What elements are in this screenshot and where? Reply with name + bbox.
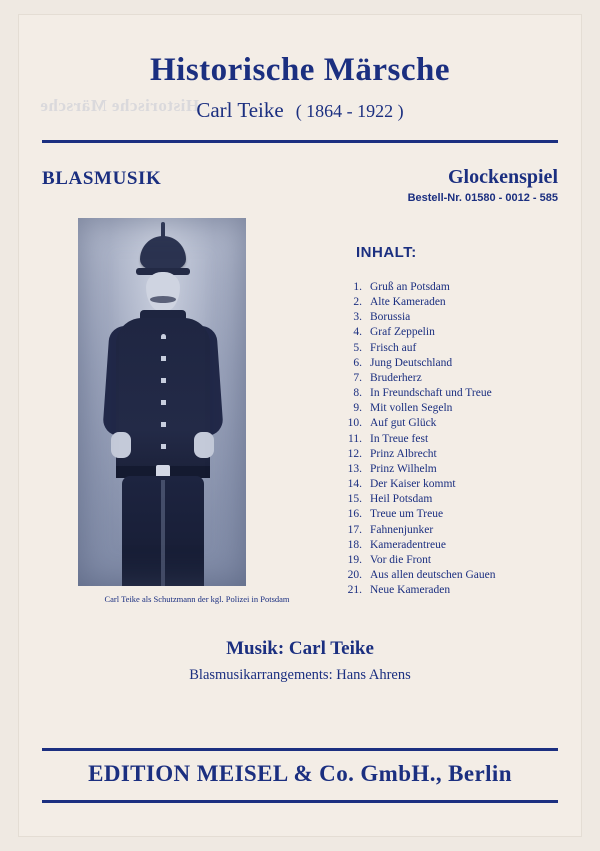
item-title: Bruderherz: [370, 371, 422, 384]
list-item: [336, 462, 566, 477]
ensemble-label: BLASMUSIK: [42, 168, 162, 189]
item-title: Vor die Front: [370, 553, 432, 566]
item-number: 2.: [353, 296, 362, 309]
item-title: Jung Deutschland: [370, 356, 453, 369]
divider-bottom-lower: [42, 800, 558, 803]
item-number: 1.: [353, 281, 362, 293]
item-title: Gruß an Potsdam: [370, 281, 450, 293]
item-number: 16.: [347, 508, 362, 521]
list-item: [336, 416, 566, 431]
list-item: [336, 295, 566, 310]
publisher-name: EDITION MEISEL & Co. GmbH., Berlin: [88, 761, 512, 786]
list-item: [336, 280, 566, 295]
list-item: [336, 356, 566, 371]
portrait-photo: [78, 218, 246, 586]
item-number: 17.: [347, 523, 362, 536]
item-number: 6.: [353, 356, 362, 369]
item-title: Der Kaiser kommt: [370, 478, 456, 491]
list-item: [336, 568, 566, 583]
item-number: 19.: [347, 553, 362, 566]
list-item: [336, 538, 566, 553]
item-title: Aus allen deutschen Gauen: [370, 568, 496, 581]
item-title: Borussia: [370, 311, 411, 324]
list-item: [336, 507, 566, 522]
item-number: 20.: [347, 568, 362, 581]
item-title: Graf Zeppelin: [370, 326, 435, 339]
item-number: 18.: [347, 538, 362, 551]
item-number: 4.: [353, 326, 362, 339]
item-number: 21.: [347, 584, 362, 597]
item-title: Auf gut Glück: [370, 417, 437, 430]
item-number: 14.: [347, 478, 362, 491]
page-title: Historische Märsche: [149, 52, 450, 88]
music-credit: Musik: Carl Teike: [226, 638, 374, 659]
item-title: Neue Kameraden: [370, 584, 451, 597]
divider-bottom-upper: [42, 748, 558, 751]
list-item: [336, 523, 566, 538]
list-item: [336, 371, 566, 386]
contents-heading: INHALT:: [356, 244, 417, 261]
list-item: [336, 583, 566, 598]
item-number: 3.: [353, 311, 362, 324]
item-number: 9.: [353, 402, 362, 415]
item-title: In Freundschaft und Treue: [370, 387, 492, 400]
list-item: [336, 553, 566, 568]
list-item: [336, 447, 566, 462]
item-title: Treue um Treue: [370, 508, 444, 521]
arrangement-credit: Blasmusikarrangements: Hans Ahrens: [189, 667, 411, 683]
item-number: 5.: [353, 341, 362, 354]
item-number: 11.: [348, 432, 362, 445]
item-title: Alte Kameraden: [370, 296, 446, 309]
list-item: [336, 341, 566, 356]
item-title: Mit vollen Segeln: [370, 402, 453, 415]
list-item: [336, 401, 566, 416]
list-item: [336, 432, 566, 447]
composer-line: [0, 98, 600, 123]
order-number: Bestell-Nr. 01580 - 0012 - 585: [407, 192, 558, 204]
item-number: 10.: [347, 417, 362, 430]
item-title: Heil Potsdam: [370, 493, 433, 506]
item-number: 8.: [353, 387, 362, 400]
item-title: Prinz Albrecht: [370, 447, 437, 460]
item-number: 12.: [347, 447, 362, 460]
item-title: Prinz Wilhelm: [370, 462, 437, 475]
item-number: 7.: [353, 371, 362, 384]
portrait-photo-block: [78, 218, 290, 604]
photo-vignette: [78, 218, 246, 586]
list-item: [336, 310, 566, 325]
composer-name: Carl Teike: [196, 98, 284, 122]
item-title: Kameradentreue: [370, 538, 446, 551]
list-item: [336, 325, 566, 340]
item-title: Frisch auf: [370, 341, 417, 354]
list-item: [336, 492, 566, 507]
item-title: In Treue fest: [370, 432, 429, 445]
photo-caption: Carl Teike als Schutzmann der kgl. Polizei in Potsdam: [104, 594, 290, 604]
item-number: 13.: [347, 462, 362, 475]
contents-list: [336, 280, 566, 598]
item-number: 15.: [347, 493, 362, 506]
list-item: [336, 386, 566, 401]
item-title: Fahnenjunker: [370, 523, 434, 536]
instrument-part-label: Glockenspiel: [447, 166, 558, 188]
bleed-through-artifact: Historische Märsche: [40, 96, 200, 115]
composer-dates: ( 1864 - 1922 ): [295, 101, 404, 121]
list-item: [336, 477, 566, 492]
divider-top: [42, 140, 558, 143]
